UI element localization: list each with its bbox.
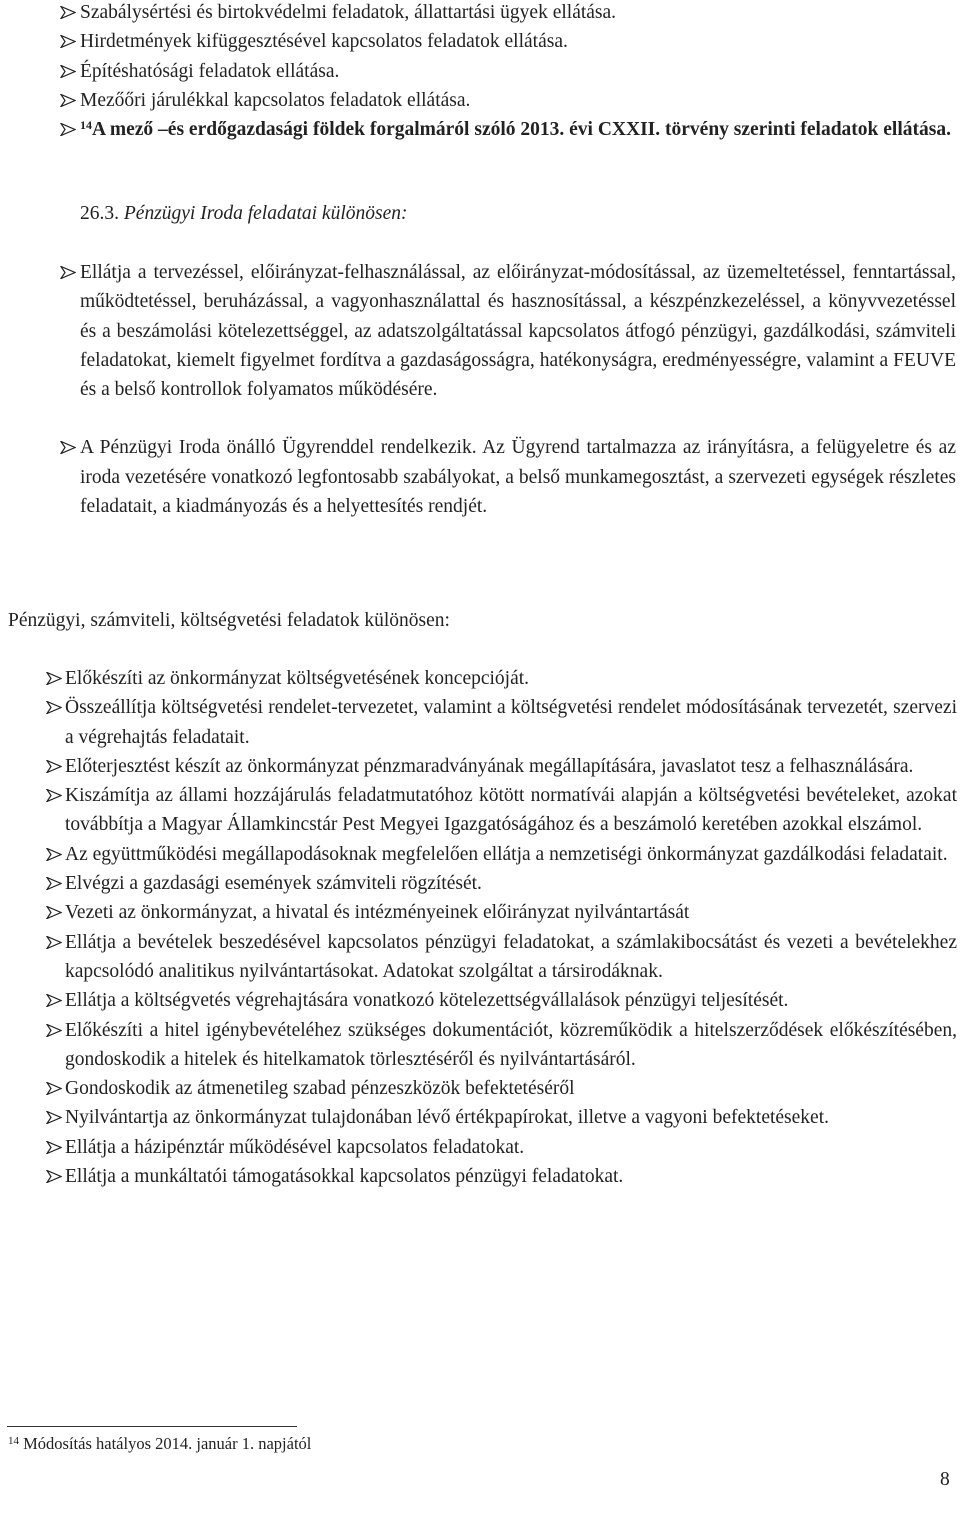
- list-item: [45, 1162, 957, 1191]
- list-item-text: Nyilvántartja az önkormányzat tulajdonában lévő értékpapírokat, illetve a vagyoni befektetéseket.: [65, 1107, 829, 1129]
- list-item-amended: [58, 115, 956, 144]
- arrow-bullet-icon: [58, 86, 78, 115]
- list-item: [45, 986, 957, 1015]
- arrow-bullet-icon: [58, 433, 78, 462]
- arrow-bullet-icon: [45, 781, 65, 810]
- financial-task-list: [45, 664, 957, 1191]
- list-item-text: Az együttműködési megállapodásoknak megfelelően ellátja a nemzetiségi önkormányzat gazdálkodási feladatait.: [65, 843, 948, 865]
- arrow-bullet-icon: [45, 869, 65, 898]
- list-item: [45, 869, 957, 898]
- list-item-text: A Pénzügyi Iroda önálló Ügyrenddel rendelkezik. Az Ügyrend tartalmazza az irányításra, a felügyeletre és az iroda vezetésére vonatkozó legfontosabb szabályokat, a belső munkamegosztást, a szervezeti egységek részletes feladatait, a kiadmányozás és a helyettesítés rendjét.: [80, 437, 956, 518]
- arrow-bullet-icon: [58, 27, 78, 56]
- arrow-bullet-icon: [45, 1133, 65, 1162]
- list-item: [58, 258, 956, 404]
- list-item: [45, 928, 957, 987]
- list-item: [45, 898, 957, 927]
- arrow-bullet-icon: [45, 693, 65, 722]
- arrow-bullet-icon: [45, 1162, 65, 1191]
- list-item-text: Mezőőri járulékkal kapcsolatos feladatok ellátása.: [80, 89, 471, 111]
- list-item-text: Gondoskodik az átmenetileg szabad pénzeszközök befektetéséről: [65, 1078, 575, 1100]
- footnote: [8, 1432, 311, 1456]
- list-item-text: Előkészíti a hitel igénybevételéhez szükséges dokumentációt, közreműködik a hitelszerződések előkészítésében, gondoskodik a hitelek és hitelkamatok törlesztéséről és nyilvántartásáról.: [65, 1019, 957, 1070]
- list-item: [45, 1133, 957, 1162]
- list-item: [45, 840, 957, 869]
- list-item: [45, 1103, 957, 1132]
- financial-tasks-heading: Pénzügyi, számviteli, költségvetési feladatok különösen:: [8, 610, 450, 631]
- list-item: [58, 27, 956, 56]
- list-item-text: Szabálysértési és birtokvédelmi feladatok, állattartási ügyek ellátása.: [80, 2, 617, 23]
- list-item-text: A mező –és erdőgazdasági földek forgalmáról szóló 2013. évi CXXII. törvény szerinti feladatok ellátása.: [92, 119, 951, 141]
- arrow-bullet-icon: [45, 1103, 65, 1132]
- list-item-text: Ellátja a tervezéssel, előirányzat-felhasználással, az előirányzat-módosítással, az üzemeltetéssel, fenntartással, működtetéssel, beruházással, a vagyonhasználattal és hasznosítással, a készpénzkezeléssel, a könyvvezetéssel és a beszámolási kötelezettséggel, az adatszolgáltatással kapcsolatos átfogó pénzügyi, gazdálkodási, számviteli feladatokat, kiemelt figyelmet fordítva a gazdaságosságra, hatékonyságra, eredményességre, valamint a FEUVE és a belső kontrollok folyamatos működésére.: [80, 262, 956, 401]
- list-item: [45, 664, 957, 693]
- arrow-bullet-icon: [45, 898, 65, 927]
- list-item: [45, 781, 957, 840]
- section-task-list: [58, 258, 956, 550]
- arrow-bullet-icon: [45, 986, 65, 1015]
- list-item: [45, 1016, 957, 1075]
- list-item: [58, 57, 956, 86]
- section-title: Pénzügyi Iroda feladatai különösen:: [123, 203, 408, 224]
- list-item: [58, 0, 956, 27]
- arrow-bullet-icon: [58, 115, 78, 144]
- list-item-text: Összeállítja költségvetési rendelet-tervezetet, valamint a költségvetési rendelet módosításának tervezetét, szervezi a végrehajtás feladatait.: [65, 697, 957, 748]
- footnote-text: Módosítás hatályos 2014. január 1. napjától: [23, 1434, 312, 1453]
- list-item-text: Kiszámítja az állami hozzájárulás feladatmutatóhoz kötött normatívái alapján a költségvetési bevételeket, azokat továbbítja a Magyar Államkincstár Pest Megyei Igazgatóságához és a beszámoló keretében azokkal elszámol.: [65, 785, 957, 836]
- list-item-text: Előkészíti az önkormányzat költségvetésének koncepcióját.: [65, 668, 530, 689]
- list-item-text: Hirdetmények kifüggesztésével kapcsolatos feladatok ellátása.: [80, 31, 568, 53]
- footnote-number: 14: [8, 1435, 19, 1447]
- list-item-text: Építéshatósági feladatok ellátása.: [80, 60, 340, 82]
- list-item-text: Előterjesztést készít az önkormányzat pénzmaradványának megállapítására, javaslatot tesz a felhasználására.: [65, 755, 914, 777]
- list-item-text: Vezeti az önkormányzat, a hivatal és intézményeinek előirányzat nyilvántartását: [65, 902, 690, 924]
- list-item: [58, 433, 956, 521]
- list-item-text: Ellátja a munkáltatói támogatásokkal kapcsolatos pénzügyi feladatokat.: [65, 1166, 624, 1188]
- list-item-text: Elvégzi a gazdasági események számviteli rögzítését.: [65, 873, 482, 895]
- page-number: 8: [940, 1469, 950, 1490]
- arrow-bullet-icon: [58, 57, 78, 86]
- list-item: [45, 752, 957, 781]
- arrow-bullet-icon: [45, 840, 65, 869]
- section-heading: [80, 199, 407, 228]
- arrow-bullet-icon: [45, 752, 65, 781]
- arrow-bullet-icon: [45, 1074, 65, 1103]
- arrow-bullet-icon: [58, 0, 78, 27]
- section-number: 26.3.: [80, 203, 119, 224]
- list-item-text: Ellátja a házipénztár működésével kapcsolatos feladatokat.: [65, 1136, 525, 1158]
- footnote-separator: [7, 1426, 297, 1427]
- arrow-bullet-icon: [45, 928, 65, 957]
- top-task-list: [58, 0, 956, 144]
- list-item-text: Ellátja a bevételek beszedésével kapcsolatos pénzügyi feladatokat, a számlakibocsátást és vezeti a bevételekhez kapcsolódó analitikus nyilvántartásokat. Adatokat szolgáltat a társirodáknak.: [65, 931, 957, 982]
- list-item-text: Ellátja a költségvetés végrehajtására vonatkozó kötelezettségvállalások pénzügyi teljesítését.: [65, 990, 789, 1012]
- arrow-bullet-icon: [58, 258, 78, 287]
- arrow-bullet-icon: [45, 1016, 65, 1045]
- list-item: [58, 86, 956, 115]
- footnote-reference: 14: [80, 118, 92, 133]
- list-item: [45, 1074, 957, 1103]
- arrow-bullet-icon: [45, 664, 65, 693]
- list-item: [45, 693, 957, 752]
